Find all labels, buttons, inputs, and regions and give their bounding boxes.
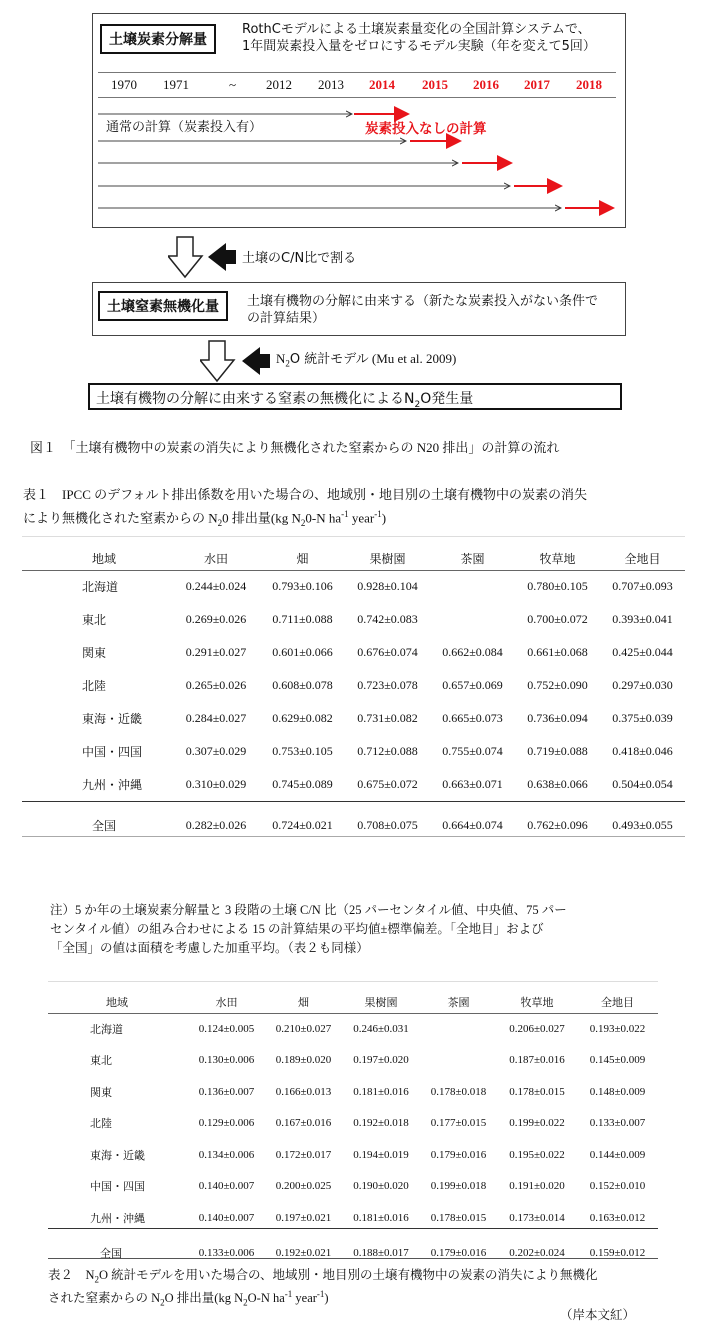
table-2-header-all: 全地目 bbox=[601, 996, 634, 1009]
table-1-value-cell: 0.723±0.078 bbox=[357, 678, 418, 692]
table-1-region-cell: 東海・近畿 bbox=[82, 712, 143, 726]
t1cap-d: 2 bbox=[300, 517, 306, 528]
table-2-value-cell: 0.173±0.014 bbox=[509, 1211, 565, 1224]
table-1-total-value: 0.762±0.096 bbox=[527, 817, 588, 832]
table-2-row bbox=[48, 1202, 658, 1234]
table-2-value-cell: 0.179±0.016 bbox=[430, 1148, 487, 1161]
table-2-header-row bbox=[48, 991, 658, 1013]
year-label-2015: 2015 bbox=[422, 77, 448, 92]
timeline-arrows bbox=[0, 0, 705, 240]
table-2-value-cell bbox=[420, 1045, 497, 1077]
table-1-value-cell: 0.657±0.069 bbox=[442, 678, 503, 692]
table-2-value-cell: 0.172±0.017 bbox=[275, 1148, 332, 1161]
table-2-header-region: 地域 bbox=[106, 996, 128, 1009]
table-1-value-cell bbox=[430, 570, 515, 603]
table-1-total-value: 0.664±0.074 bbox=[442, 817, 503, 832]
table-2-value-cell: 0.197±0.021 bbox=[275, 1211, 332, 1224]
table-1-value-cell: 0.375±0.039 bbox=[612, 711, 673, 725]
table-1-value-cell: 0.425±0.044 bbox=[612, 645, 673, 659]
table-1-header-orchard: 果樹園 bbox=[369, 551, 406, 566]
table-2-row bbox=[48, 1108, 658, 1140]
n2o-emission-box bbox=[88, 383, 622, 410]
t2cap-e: 2 bbox=[160, 1297, 165, 1308]
table-1-value-cell: 0.793±0.106 bbox=[272, 579, 333, 593]
table-2-value-cell: 0.178±0.018 bbox=[430, 1085, 487, 1098]
year-label-1971: 1971 bbox=[163, 77, 189, 92]
table-1-region-cell: 中国・四国 bbox=[82, 745, 143, 759]
table-1-value-cell: 0.928±0.104 bbox=[357, 579, 418, 593]
nitrogen-mineralization-desc-line1: 土壌有機物の分解に由来する（新たな炭素投入がない条件で bbox=[247, 294, 599, 309]
table-1-row bbox=[22, 669, 685, 702]
table-2-value-cell: 0.193±0.022 bbox=[589, 1022, 646, 1035]
table-2-value-cell: 0.134±0.006 bbox=[198, 1148, 255, 1161]
n2o-model-label bbox=[276, 350, 456, 373]
table-1-value-cell: 0.676±0.074 bbox=[357, 645, 418, 659]
t1cap-e: 0-N ha bbox=[305, 510, 342, 526]
table-1-total-value: 0.724±0.021 bbox=[272, 817, 333, 832]
nitrogen-mineralization-label: 土壌窒素無機化量 bbox=[98, 291, 228, 321]
table-2-row bbox=[48, 1139, 658, 1171]
t2cap-h: O-N ha bbox=[247, 1291, 285, 1306]
n2o-model-label-n: N bbox=[276, 351, 286, 366]
table-1-header-tea: 茶園 bbox=[460, 551, 485, 566]
table-1-header-upland: 畑 bbox=[296, 551, 309, 566]
table-2-value-cell: 0.210±0.027 bbox=[275, 1022, 332, 1035]
table-1-row bbox=[22, 636, 685, 669]
year-label-2016: 2016 bbox=[473, 77, 499, 92]
table-2-value-cell: 0.192±0.018 bbox=[353, 1117, 409, 1130]
carbon-decomposition-desc-line1: RothCモデルによる土壌炭素量変化の全国計算システムで、 bbox=[242, 22, 591, 37]
table-2-value-cell: 0.144±0.009 bbox=[589, 1148, 646, 1161]
table-2-header-paddy: 水田 bbox=[215, 996, 238, 1009]
table-2-value-cell: 0.152±0.010 bbox=[589, 1180, 646, 1193]
year-label-2014: 2014 bbox=[369, 77, 395, 92]
table-1-value-cell: 0.291±0.027 bbox=[185, 645, 247, 659]
table-1-value-cell: 0.663±0.071 bbox=[442, 777, 503, 791]
table-2-value-cell: 0.167±0.016 bbox=[275, 1117, 332, 1130]
t2cap-f: O 排出量(kg N bbox=[164, 1291, 244, 1306]
flow-arrow-2 bbox=[200, 340, 272, 384]
table-2-value-cell: 0.199±0.022 bbox=[509, 1117, 565, 1130]
t1cap-a: により無機化された窒素からの N bbox=[23, 510, 218, 526]
table-1-row bbox=[22, 570, 685, 603]
table-2-row bbox=[48, 1076, 658, 1108]
table-1-row bbox=[22, 603, 685, 636]
table-2-region-cell: 北海道 bbox=[90, 1022, 123, 1036]
table-2-top-border bbox=[48, 981, 658, 982]
table-2-value-cell: 0.200±0.025 bbox=[275, 1180, 332, 1193]
t1cap-g: year bbox=[348, 510, 375, 526]
table-1-value-cell: 0.780±0.105 bbox=[527, 579, 588, 593]
table-1-total-label: 全国 bbox=[92, 818, 117, 833]
table-2-value-cell: 0.199±0.018 bbox=[430, 1180, 487, 1193]
table-1-region-cell: 関東 bbox=[82, 646, 107, 660]
table-2-region-cell: 東海・近畿 bbox=[90, 1148, 145, 1162]
normal-calc-label: 通常の計算（炭素投入有） bbox=[106, 120, 263, 135]
author-credit: （岸本文紅） bbox=[560, 1308, 636, 1322]
table-2-value-cell: 0.124±0.005 bbox=[198, 1022, 255, 1035]
table-2-row bbox=[48, 1013, 658, 1045]
table-2-header-grassland: 牧草地 bbox=[520, 996, 554, 1009]
table-1-value-cell: 0.504±0.054 bbox=[612, 777, 673, 791]
table-2-value-cell: 0.148±0.009 bbox=[589, 1085, 646, 1098]
table-2-total-value: 0.192±0.021 bbox=[275, 1246, 332, 1259]
table-1-header-grassland: 牧草地 bbox=[539, 551, 576, 566]
table-2-value-cell: 0.191±0.020 bbox=[509, 1180, 565, 1193]
table-2-value-cell: 0.166±0.013 bbox=[275, 1085, 332, 1098]
table-1-value-cell: 0.700±0.072 bbox=[527, 612, 588, 626]
table-2-value-cell: 0.178±0.015 bbox=[430, 1211, 487, 1224]
table-1-value-cell: 0.711±0.088 bbox=[272, 612, 333, 626]
table-2-total-value: 0.133±0.006 bbox=[198, 1246, 255, 1259]
table-2-spacer-row bbox=[48, 1234, 658, 1242]
flow-arrow-1 bbox=[168, 236, 238, 280]
table-1-value-cell: 0.755±0.074 bbox=[442, 744, 503, 758]
table-1-caption-line1: 表１ IPCC のデフォルト排出係数を用いた場合の、地域別・地目別の土壌有機物中の炭素の消失 bbox=[23, 487, 587, 502]
note-line3: 「全国」の値は面積を考慮した加重平均。（表２も同様） bbox=[50, 941, 369, 955]
table-1-value-cell: 0.675±0.072 bbox=[357, 777, 418, 791]
table-2-header-tea: 茶園 bbox=[447, 996, 470, 1009]
table-2-value-cell: 0.140±0.007 bbox=[198, 1211, 255, 1224]
table-2-value-cell: 0.181±0.016 bbox=[353, 1085, 409, 1098]
t1cap-b: 2 bbox=[217, 517, 223, 528]
table-1-value-cell: 0.742±0.083 bbox=[357, 612, 418, 626]
table-2-value-cell: 0.178±0.015 bbox=[509, 1085, 565, 1098]
table-2-total-value: 0.202±0.024 bbox=[509, 1246, 565, 1259]
note-line2: センタイル値）の組み合わせによる 15 の計算結果の平均値±標準偏差。「全地目」および bbox=[50, 922, 544, 936]
n2o-emission-label-main: 土壌有機物の分解に由来する窒素の無機化によるN bbox=[96, 391, 415, 407]
table-2-value-cell: 0.194±0.019 bbox=[353, 1148, 409, 1161]
table-1-region-cell: 北海道 bbox=[82, 580, 119, 594]
figure-1-caption: 図１ 「土壌有機物中の炭素の消失により無機化された窒素からの N20 排出」の計算の流れ bbox=[30, 440, 560, 455]
table-2-total-value: 0.188±0.017 bbox=[353, 1246, 409, 1259]
n2o-model-label-main: O 統計モデル bbox=[289, 352, 369, 367]
table-1-caption-line2 bbox=[23, 505, 386, 533]
note-line1: 注）5 か年の土壌炭素分解量と 3 段階の土壌 C/N 比（25 パーセンタイル値、中央値、75 パー bbox=[50, 903, 567, 917]
table-1-value-cell: 0.752±0.090 bbox=[527, 678, 588, 692]
table-2-region-cell: 北陸 bbox=[90, 1117, 112, 1131]
table-1-region-cell: 九州・沖縄 bbox=[82, 778, 143, 792]
table-1-total-value: 0.282±0.026 bbox=[185, 817, 247, 832]
t1cap-c: 0 排出量(kg N bbox=[222, 510, 301, 526]
year-label-2018: 2018 bbox=[576, 77, 602, 92]
year-label-2013: 2013 bbox=[318, 77, 344, 92]
table-1-row bbox=[22, 768, 685, 801]
nitrogen-mineralization-desc-line2: の計算結果） bbox=[247, 311, 326, 326]
table-1-total-value: 0.493±0.055 bbox=[612, 817, 673, 832]
table-2-value-cell: 0.206±0.027 bbox=[509, 1022, 565, 1035]
table-1-header-row bbox=[22, 546, 685, 570]
table-2-value-cell: 0.130±0.006 bbox=[198, 1054, 255, 1067]
table-1 bbox=[22, 546, 685, 839]
t2cap-j: year bbox=[292, 1291, 317, 1306]
table-2-value-cell bbox=[420, 1013, 497, 1045]
carbon-decomposition-label: 土壌炭素分解量 bbox=[100, 24, 216, 54]
table-1-spacer-row bbox=[22, 801, 685, 811]
table-2-value-cell: 0.189±0.020 bbox=[275, 1054, 332, 1067]
table-1-value-cell bbox=[430, 603, 515, 636]
table-1-value-cell: 0.393±0.041 bbox=[612, 612, 673, 626]
table-2-value-cell: 0.197±0.020 bbox=[353, 1054, 409, 1067]
t2cap-a: 表２ N bbox=[48, 1268, 95, 1282]
table-2-value-cell: 0.195±0.022 bbox=[509, 1148, 565, 1161]
table-1-value-cell: 0.244±0.024 bbox=[185, 579, 247, 593]
table-2-header-upland: 畑 bbox=[298, 996, 309, 1009]
table-2-value-cell: 0.136±0.007 bbox=[198, 1085, 255, 1098]
table-2-region-cell: 九州・沖縄 bbox=[90, 1211, 145, 1225]
table-2-value-cell: 0.246±0.031 bbox=[353, 1022, 409, 1035]
table-1-value-cell: 0.712±0.088 bbox=[357, 744, 418, 758]
t1cap-i: ) bbox=[381, 510, 387, 526]
table-1-region-cell: 北陸 bbox=[82, 679, 107, 693]
table-2-value-cell: 0.163±0.012 bbox=[589, 1211, 646, 1224]
year-label-1970: 1970 bbox=[111, 77, 137, 92]
table-1-value-cell: 0.265±0.026 bbox=[185, 678, 247, 692]
table-1-header-paddy: 水田 bbox=[203, 551, 228, 566]
table-2-value-cell: 0.190±0.020 bbox=[353, 1180, 409, 1193]
table-2-caption-line2 bbox=[48, 1285, 329, 1313]
table-1-value-cell: 0.753±0.105 bbox=[272, 744, 333, 758]
t2cap-d: された窒素からの N bbox=[48, 1291, 161, 1306]
t2cap-i: -1 bbox=[284, 1289, 293, 1299]
table-1-total-row bbox=[22, 811, 685, 839]
table-1-value-cell: 0.661±0.068 bbox=[527, 645, 588, 659]
t1cap-f: -1 bbox=[341, 509, 349, 519]
t2cap-b: 2 bbox=[94, 1274, 100, 1285]
table-1-value-cell: 0.418±0.046 bbox=[612, 744, 673, 758]
table-1-value-cell: 0.310±0.029 bbox=[185, 777, 247, 791]
t2cap-k: -1 bbox=[316, 1289, 325, 1299]
table-2-value-cell: 0.177±0.015 bbox=[430, 1117, 487, 1130]
n2o-model-label-sub: 2 bbox=[285, 358, 290, 369]
table-2-value-cell: 0.140±0.007 bbox=[198, 1180, 255, 1193]
year-label-ellipsis: ~ bbox=[229, 77, 237, 92]
year-label-2017: 2017 bbox=[524, 77, 550, 92]
table-1-header-region: 地域 bbox=[92, 551, 117, 566]
table-1-region-cell: 東北 bbox=[82, 613, 107, 627]
cn-ratio-label: 土壌のC/N比で割る bbox=[242, 251, 357, 266]
table-1-value-cell: 0.297±0.030 bbox=[612, 678, 673, 692]
n2o-emission-label-sub: 2 bbox=[414, 399, 421, 410]
carbon-decomposition-desc-line2: 1年間炭素投入量をゼロにするモデル実験（年を変えて5回） bbox=[242, 39, 596, 54]
t2cap-g: 2 bbox=[243, 1297, 248, 1308]
table-1-header-all: 全地目 bbox=[624, 551, 661, 566]
table-1-top-border bbox=[22, 536, 685, 537]
table-1-value-cell: 0.608±0.078 bbox=[272, 678, 333, 692]
table-2-value-cell: 0.145±0.009 bbox=[589, 1054, 646, 1067]
table-2-total-value: 0.179±0.016 bbox=[430, 1246, 487, 1259]
table-1-value-cell: 0.284±0.027 bbox=[185, 711, 247, 725]
table-1-value-cell: 0.307±0.029 bbox=[185, 744, 247, 758]
table-2-row bbox=[48, 1171, 658, 1203]
n2o-model-label-ref: (Mu et al. 2009) bbox=[368, 351, 457, 366]
table-2-row bbox=[48, 1045, 658, 1077]
table-2-header-orchard: 果樹園 bbox=[364, 996, 398, 1009]
table-1-value-cell: 0.269±0.026 bbox=[185, 612, 247, 626]
table-1-value-cell: 0.745±0.089 bbox=[272, 777, 333, 791]
table-2-value-cell: 0.187±0.016 bbox=[509, 1054, 565, 1067]
table-1-value-cell: 0.707±0.093 bbox=[612, 579, 673, 593]
table-2-value-cell: 0.181±0.016 bbox=[353, 1211, 409, 1224]
table-2-value-cell: 0.133±0.007 bbox=[589, 1117, 646, 1130]
table-2-total-value: 0.159±0.012 bbox=[589, 1246, 646, 1259]
table-1-row bbox=[22, 702, 685, 735]
table-1-value-cell: 0.629±0.082 bbox=[272, 711, 333, 725]
table-1-value-cell: 0.665±0.073 bbox=[442, 711, 503, 725]
table-1-value-cell: 0.638±0.066 bbox=[527, 777, 588, 791]
table-1-value-cell: 0.662±0.084 bbox=[442, 645, 503, 659]
table-2-region-cell: 中国・四国 bbox=[90, 1180, 145, 1194]
table-2-region-cell: 東北 bbox=[90, 1054, 112, 1068]
table-2-region-cell: 関東 bbox=[90, 1085, 112, 1099]
table-1-value-cell: 0.719±0.088 bbox=[527, 744, 588, 758]
t2cap-c: O 統計モデルを用いた場合の、地域別・地目別の土壌有機物中の炭素の消失により無機化 bbox=[99, 1268, 598, 1282]
table-2 bbox=[48, 991, 658, 1264]
table-2-total-row bbox=[48, 1242, 658, 1264]
n2o-emission-label-end: O発生量 bbox=[420, 391, 474, 407]
t1cap-h: -1 bbox=[374, 509, 382, 519]
table-1-value-cell: 0.736±0.094 bbox=[527, 711, 588, 725]
table-1-value-cell: 0.601±0.066 bbox=[272, 645, 333, 659]
t2cap-l: ) bbox=[324, 1291, 329, 1306]
year-label-2012: 2012 bbox=[266, 77, 292, 92]
table-1-row bbox=[22, 735, 685, 768]
table-2-total-label: 全国 bbox=[100, 1246, 122, 1260]
no-carbon-input-label: 炭素投入なしの計算 bbox=[365, 121, 487, 137]
table-1-value-cell: 0.731±0.082 bbox=[357, 711, 418, 725]
table-2-value-cell: 0.129±0.006 bbox=[198, 1117, 255, 1130]
table-1-total-value: 0.708±0.075 bbox=[357, 817, 418, 832]
